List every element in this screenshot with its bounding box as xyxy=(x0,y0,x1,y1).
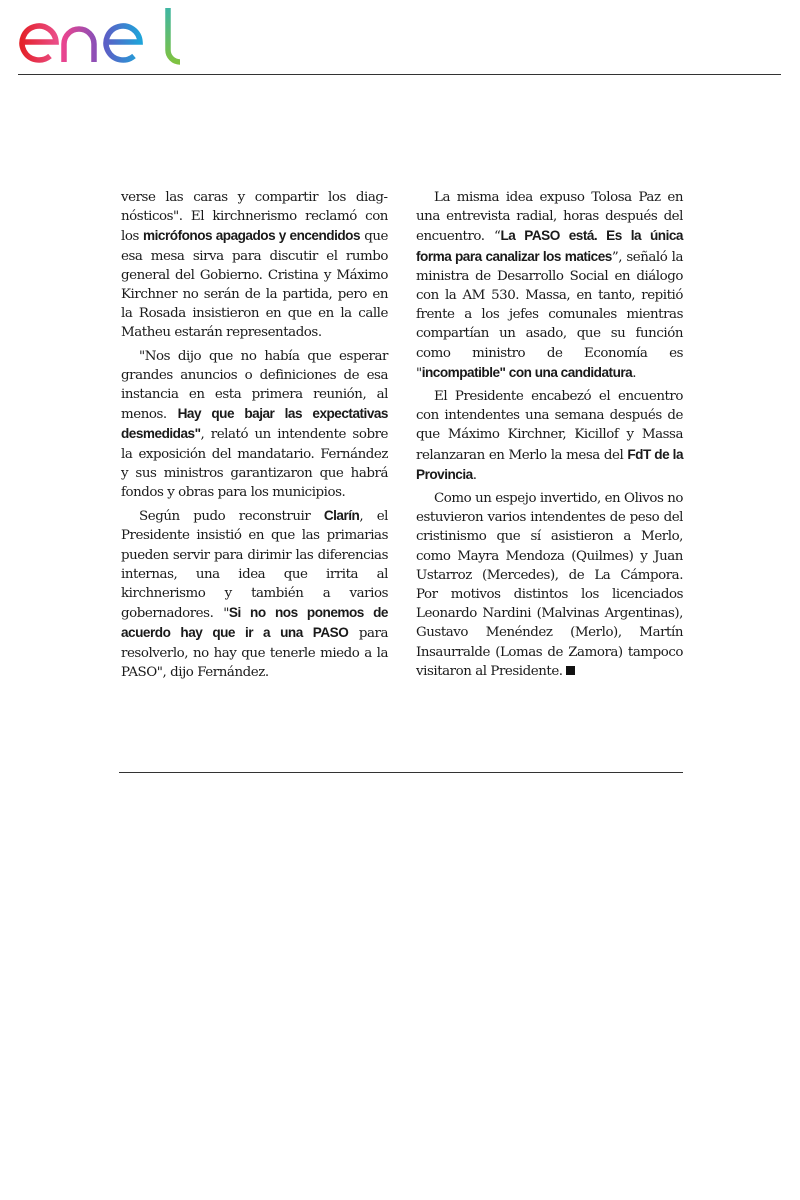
article-paragraph xyxy=(121,347,388,503)
bold-quote: Hay que bajar las expectativas desmedidas" xyxy=(121,406,388,442)
bold-quote: La PASO está. Es la única forma para canalizar los matices xyxy=(416,228,683,264)
bold-quote: FdT de la Provincia xyxy=(416,446,684,482)
article-paragraph xyxy=(416,387,683,485)
end-of-article-mark xyxy=(566,666,575,675)
text-run: . xyxy=(472,467,477,483)
text-run: El Presidente encabezó el encuentro con intendentes una semana después de que Máximo Kirchner, Kicillof y Massa relanzaran en Merlo la mesa del xyxy=(416,389,683,463)
text-run: , el Presidente insistió en que las primarias pueden servir para dirimir las diferencias internas, una idea que irrita al kirchnerismo y también a varios gobernadores. " xyxy=(121,509,389,622)
text-run: ”, señaló la ministra de Desarrollo Social en diálogo con la AM 530. Massa, en tanto, repitió frente a los jefes comunales mientras compartían un asado, que su función como ministro de Economía es " xyxy=(416,249,683,381)
article-paragraph xyxy=(416,489,683,681)
text-run: Según pudo reconstruir xyxy=(139,509,324,525)
text-run: para resolverlo, no hay que tenerle miedo a la PASO", dijo Fernández. xyxy=(121,626,388,680)
bold-quote: incompatible" con una candidatura xyxy=(421,364,633,380)
article-right-column xyxy=(416,188,683,682)
bold-quote: Si no nos ponemos de acuerdo hay que ir a una PASO xyxy=(121,605,388,641)
text-run: que esa mesa sirva para discutir el rumbo general del Gobierno. Cristina y Máximo Kirchner no serán de la partida, pero en la Rosada insistieron en que en la calle Matheu estarán representados. xyxy=(121,229,388,341)
enel-logo xyxy=(18,6,183,68)
text-run: La misma idea expuso Tolosa Paz en una entrevista radial, horas después del encuentro. “ xyxy=(416,190,683,245)
article-paragraph xyxy=(121,506,388,682)
text-run: verse las caras y compartir los diagnósticos". El kirchnerismo reclamó con los xyxy=(121,190,388,245)
bold-quote: Clarín xyxy=(323,508,360,524)
bold-quote: micrófonos apagados y encendidos xyxy=(143,228,361,244)
article-bottom-rule xyxy=(119,772,683,773)
header-divider xyxy=(18,74,781,75)
article-body xyxy=(121,188,683,682)
article-left-column xyxy=(121,188,388,682)
text-run: , relató un intendente sobre la exposición del mandatario. Fernández y sus ministros garantizaron que habrá fondos y obras para los municipios. xyxy=(121,427,388,501)
article-paragraph xyxy=(121,188,388,343)
text-run: Como un espejo invertido, en Olivos no estuvieron varios intendentes de peso del cristinismo que sí asistieron a Merlo, como Mayra Mendoza (Quilmes) y Juan Ustarroz (Mercedes), de La Cámpora. Por motivos distintos los licenciados Leonardo Nardini (Malvinas Argentinas), Gustavo Menéndez (Merlo), Martín Insaurralde (Lomas de Zamora) tampoco visitaron al Presidente. xyxy=(416,491,683,679)
text-run: "Nos dijo que no había que esperar grandes anuncios o definiciones de esa instancia en esta primera reunión, al menos. xyxy=(121,348,388,423)
text-run: . xyxy=(632,365,637,381)
article-paragraph xyxy=(416,188,683,383)
